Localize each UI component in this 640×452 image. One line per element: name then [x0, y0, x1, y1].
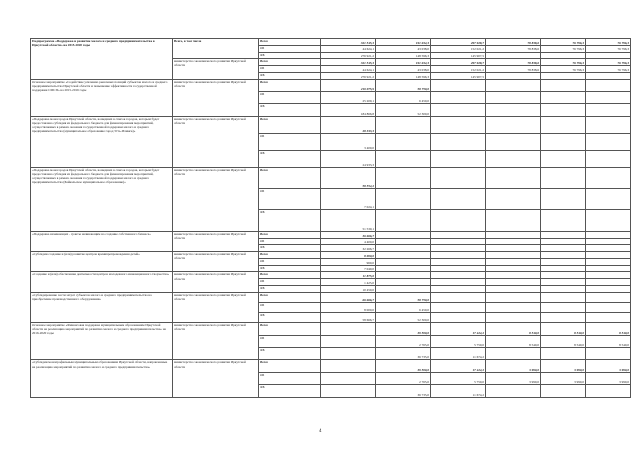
amount-cell: 3 990,0: [586, 360, 631, 372]
amount-cell: 321 545,3: [321, 59, 376, 66]
amount-cell: [541, 104, 586, 116]
amount-cell: [431, 286, 486, 293]
amount-cell: 25 209,1: [321, 92, 376, 104]
amount-cell: [541, 167, 586, 188]
executor-cell: министерство экономического развития Иркутской области: [173, 360, 259, 398]
funding-source-cell: ФБ: [259, 313, 321, 323]
amount-cell: 8 540,0: [541, 335, 586, 347]
amount-cell: [541, 133, 586, 150]
amount-cell: [541, 79, 586, 91]
amount-cell: [541, 150, 586, 167]
amount-cell: [321, 360, 376, 372]
funding-source-cell: Всего: [259, 252, 321, 259]
amount-cell: [376, 231, 431, 238]
amount-cell: 52 300,0: [376, 104, 431, 116]
amount-cell: 28 333,3: [321, 116, 376, 133]
amount-cell: [586, 245, 631, 252]
amount-cell: 76 796,3: [586, 45, 631, 52]
amount-cell: [376, 272, 431, 279]
amount-cell: 11 875,0: [321, 272, 376, 279]
amount-cell: 76 796,3: [541, 59, 586, 66]
amount-cell: 36 735,0: [376, 385, 431, 398]
amount-cell: [376, 245, 431, 252]
amount-cell: 17 424,2: [431, 360, 486, 372]
amount-cell: 960,0: [321, 258, 376, 265]
amount-cell: 11 674,2: [431, 385, 486, 398]
amount-cell: 184 866,8: [321, 104, 376, 116]
amount-cell: 8 540,0: [586, 323, 631, 335]
funding-source-cell: ФБ: [259, 72, 321, 79]
funding-source-cell: ОБ: [259, 258, 321, 265]
amount-cell: [376, 258, 431, 265]
amount-cell: 191 634,3: [376, 39, 431, 46]
executor-cell: министерство экономического развития Иркутской области: [173, 59, 259, 79]
amount-cell: 17 424,2: [431, 323, 486, 335]
executor-cell: министерство экономического развития Иркутской области: [173, 323, 259, 360]
amount-cell: 78 838,6: [486, 45, 541, 52]
activity-name-cell: Основное мероприятие «Финансовая поддержка муниципальным образованиям Иркутской области на реализацию мероприятий по развитию малого и среднего предпринимательства» на 2016-2020 годы: [31, 323, 173, 360]
amount-cell: [541, 116, 586, 133]
amount-cell: 51 530,1: [321, 210, 376, 231]
amount-cell: [586, 265, 631, 272]
amount-cell: [541, 385, 586, 398]
amount-cell: 8 540,0: [541, 323, 586, 335]
activity-name-cell: «Субсидирование части затрат субъектов малого и среднего предпринимательства на приобретение производственного оборудования»: [31, 292, 173, 322]
funding-source-cell: ОБ: [259, 372, 321, 384]
executor-cell: министерство экономического развития Иркутской области: [173, 272, 259, 292]
amount-cell: [431, 302, 486, 312]
amount-cell: 78 838,6: [486, 59, 541, 66]
funding-source-cell: ОБ: [259, 279, 321, 286]
funding-source-cell: Всего: [259, 323, 321, 335]
amount-cell: 3 990,0: [486, 360, 541, 372]
amount-cell: [486, 302, 541, 312]
activity-name-cell: «Субсидии монопрофильным муниципальным образованиям Иркутской области, направленные на реализацию мероприятий по развитию малого и среднего предпринимательства»: [31, 360, 173, 398]
activity-name-cell: «Создание и (или) обеспечение деятельности центров молодежного инновационного творчества»: [31, 272, 173, 292]
amount-cell: 39 500,0: [376, 323, 431, 335]
amount-cell: [586, 133, 631, 150]
activity-name-cell: «Субсидии создание и (или) развитие центров времяпрепровождения детей»: [31, 252, 173, 272]
amount-cell: 7 024,1: [321, 189, 376, 210]
amount-cell: 145 907,5: [431, 72, 486, 79]
activity-name-cell: «Поддержка моногородов Иркутской области, вошедших в список городов, которым будет предоставлена субсидия из федерального бюджета для финансирования мероприятий, осуществляемых в рамках оказания государственной поддержки малого и среднего предпринимательства (муниципальное образование город Усть-Илимск)»: [31, 116, 173, 167]
amount-cell: [486, 79, 541, 91]
amount-cell: [586, 279, 631, 286]
amount-cell: 3 990,0: [586, 372, 631, 384]
amount-cell: [376, 210, 431, 231]
table-row: [31, 292, 631, 302]
table-row: [31, 167, 631, 188]
amount-cell: [486, 313, 541, 323]
funding-source-cell: ОБ: [259, 238, 321, 245]
amount-cell: [431, 231, 486, 238]
amount-cell: [541, 238, 586, 245]
amount-cell: 66 666,7: [321, 292, 376, 302]
amount-cell: 145 907,5: [431, 52, 486, 59]
amount-cell: [541, 348, 586, 360]
amount-cell: 8 000,0: [321, 302, 376, 312]
amount-cell: [486, 258, 541, 265]
funding-source-cell: Всего: [259, 59, 321, 66]
amount-cell: [376, 265, 431, 272]
amount-cell: [486, 292, 541, 302]
amount-cell: [486, 72, 541, 79]
amount-cell: [431, 167, 486, 188]
amount-cell: [486, 252, 541, 259]
table-row: [31, 252, 631, 259]
activity-name-cell: «Поддержка начинающих - гранты начинающим на создание собственного бизнеса»: [31, 231, 173, 251]
amount-cell: [586, 104, 631, 116]
amount-cell: [541, 302, 586, 312]
amount-cell: 52 300,0: [376, 313, 431, 323]
table-row: [31, 39, 631, 46]
amount-cell: 76 796,3: [541, 45, 586, 52]
amount-cell: [376, 189, 431, 210]
amount-cell: [541, 272, 586, 279]
amount-cell: [586, 385, 631, 398]
amount-cell: [321, 323, 376, 335]
funding-source-cell: ОБ: [259, 335, 321, 347]
funding-source-cell: ФБ: [259, 104, 321, 116]
amount-cell: 297 928,7: [431, 59, 486, 66]
amount-cell: [431, 150, 486, 167]
executor-cell: министерство экономического развития Иркутской области: [173, 167, 259, 231]
funding-source-cell: ФБ: [259, 210, 321, 231]
amount-cell: [376, 116, 431, 133]
amount-cell: 76 796,3: [541, 39, 586, 46]
amount-cell: 58 554,2: [321, 167, 376, 188]
funding-source-cell: Всего: [259, 231, 321, 238]
amount-cell: [431, 252, 486, 259]
activity-name-cell: Основное мероприятие «Содействие усилению рыночных позиций субъектов малого и среднего предпринимательства Иркутской области и повышение эффективности государственной поддержки СМСП» на 2015-2016 годы: [31, 79, 173, 116]
amount-cell: [321, 335, 376, 347]
funding-source-cell: ОБ: [259, 133, 321, 150]
amount-cell: 8 540,0: [486, 323, 541, 335]
activity-name-cell: Подпрограмма «Поддержка и развитие малого и среднего предпринимательства в Иркутской области» на 2015-2020 годы: [31, 39, 173, 80]
amount-cell: 191 634,3: [376, 59, 431, 66]
funding-source-cell: Всего: [259, 39, 321, 46]
amount-cell: 58 666,7: [321, 313, 376, 323]
amount-cell: 148 596,3: [376, 72, 431, 79]
amount-cell: [431, 265, 486, 272]
amount-cell: [541, 210, 586, 231]
executor-cell: Всего, в том числе: [173, 39, 259, 59]
amount-cell: 3 400,0: [321, 133, 376, 150]
amount-cell: [586, 231, 631, 238]
amount-cell: [541, 286, 586, 293]
amount-cell: 5 750,0: [431, 372, 486, 384]
amount-cell: [486, 92, 541, 104]
funding-source-cell: ФБ: [259, 286, 321, 293]
amount-cell: 3 990,0: [541, 372, 586, 384]
amount-cell: [586, 348, 631, 360]
amount-cell: [586, 286, 631, 293]
funding-source-cell: Всего: [259, 79, 321, 91]
amount-cell: [586, 238, 631, 245]
amount-cell: [486, 133, 541, 150]
funding-source-cell: ФБ: [259, 348, 321, 360]
table-row: [31, 323, 631, 335]
amount-cell: [541, 245, 586, 252]
amount-cell: 76 796,3: [586, 66, 631, 73]
amount-cell: 6 450,0: [376, 302, 431, 312]
amount-cell: 36 735,0: [376, 348, 431, 360]
amount-cell: 78 838,6: [486, 66, 541, 73]
amount-cell: 11 674,2: [431, 348, 486, 360]
amount-cell: [541, 189, 586, 210]
amount-cell: [541, 231, 586, 238]
activity-name-cell: «Поддержка моногородов Иркутской области, вошедших в список городов, которым будет предоставлена субсидия из федерального бюджета для финансирования мероприятий, осуществляемых в рамках оказания государственной поддержки малого и среднего предпринимательства (Байкальское муниципальное образование)»: [31, 167, 173, 231]
amount-cell: [486, 231, 541, 238]
table-row: [31, 272, 631, 279]
amount-cell: [321, 385, 376, 398]
amount-cell: [376, 133, 431, 150]
amount-cell: [486, 272, 541, 279]
amount-cell: 44 624,1: [321, 45, 376, 52]
amount-cell: 2 765,0: [376, 335, 431, 347]
amount-cell: [431, 238, 486, 245]
executor-cell: министерство экономического развития Иркутской области: [173, 116, 259, 167]
amount-cell: 8 540,0: [586, 335, 631, 347]
executor-cell: министерство экономического развития Иркутской области: [173, 252, 259, 272]
funding-source-cell: ОБ: [259, 302, 321, 312]
amount-cell: 3 990,0: [541, 360, 586, 372]
amount-cell: [541, 72, 586, 79]
amount-cell: [321, 372, 376, 384]
amount-cell: 2 765,0: [376, 372, 431, 384]
amount-cell: [586, 167, 631, 188]
amount-cell: 78 838,6: [486, 39, 541, 46]
table-row: [31, 360, 631, 372]
amount-cell: 6 450,0: [376, 92, 431, 104]
table-row: [31, 231, 631, 238]
amount-cell: [586, 252, 631, 259]
amount-cell: [586, 302, 631, 312]
executor-cell: министерство экономического развития Иркутской области: [173, 292, 259, 322]
amount-cell: [486, 189, 541, 210]
amount-cell: [586, 292, 631, 302]
amount-cell: [431, 189, 486, 210]
amount-cell: [586, 272, 631, 279]
amount-cell: [586, 313, 631, 323]
funding-source-cell: ФБ: [259, 52, 321, 59]
amount-cell: [586, 210, 631, 231]
amount-cell: [431, 272, 486, 279]
amount-cell: 276 921,2: [321, 52, 376, 59]
amount-cell: [541, 258, 586, 265]
amount-cell: [541, 313, 586, 323]
amount-cell: [376, 286, 431, 293]
amount-cell: 276 921,2: [321, 72, 376, 79]
executor-cell: министерство экономического развития Иркутской области: [173, 231, 259, 251]
amount-cell: 76 796,3: [541, 66, 586, 73]
amount-cell: [376, 167, 431, 188]
amount-cell: 58 750,0: [376, 292, 431, 302]
funding-source-cell: ФБ: [259, 245, 321, 252]
amount-cell: 8 000,0: [321, 252, 376, 259]
amount-cell: 7 040,0: [321, 265, 376, 272]
amount-cell: [541, 265, 586, 272]
amount-cell: [586, 150, 631, 167]
amount-cell: [431, 313, 486, 323]
amount-cell: [541, 92, 586, 104]
amount-cell: [376, 279, 431, 286]
funding-source-cell: ОБ: [259, 66, 321, 73]
funding-source-cell: Всего: [259, 292, 321, 302]
executor-cell: министерство экономического развития Иркутской области: [173, 79, 259, 116]
amount-cell: [486, 245, 541, 252]
amount-cell: 8 540,0: [486, 335, 541, 347]
amount-cell: 76 796,3: [586, 39, 631, 46]
funding-source-cell: Всего: [259, 116, 321, 133]
amount-cell: 76 796,3: [586, 59, 631, 66]
amount-cell: [376, 150, 431, 167]
funding-source-cell: ОБ: [259, 45, 321, 52]
amount-cell: [586, 92, 631, 104]
amount-cell: [376, 252, 431, 259]
amount-cell: 3 990,0: [486, 372, 541, 384]
amount-cell: 1 425,0: [321, 279, 376, 286]
amount-cell: 58 750,0: [376, 79, 431, 91]
amount-cell: 10 450,0: [321, 286, 376, 293]
amount-cell: 44 624,1: [321, 66, 376, 73]
amount-cell: [586, 116, 631, 133]
page-number: 4: [319, 429, 322, 434]
amount-cell: [321, 348, 376, 360]
amount-cell: [586, 258, 631, 265]
amount-cell: [431, 210, 486, 231]
amount-cell: [486, 265, 541, 272]
amount-cell: 43 038,0: [376, 66, 431, 73]
amount-cell: [486, 348, 541, 360]
funding-source-cell: ОБ: [259, 189, 321, 210]
amount-cell: 5 750,0: [431, 335, 486, 347]
amount-cell: [486, 238, 541, 245]
amount-cell: 210 075,9: [321, 79, 376, 91]
amount-cell: [586, 52, 631, 59]
amount-cell: [541, 52, 586, 59]
amount-cell: 43 038,0: [376, 45, 431, 52]
funding-source-cell: ФБ: [259, 265, 321, 272]
table-row: [31, 79, 631, 91]
amount-cell: [586, 189, 631, 210]
funding-source-cell: ФБ: [259, 150, 321, 167]
table-row: [31, 116, 631, 133]
amount-cell: [486, 116, 541, 133]
amount-cell: [541, 292, 586, 302]
amount-cell: [541, 279, 586, 286]
amount-cell: 24 933,3: [321, 150, 376, 167]
funding-source-cell: Всего: [259, 167, 321, 188]
amount-cell: [486, 150, 541, 167]
amount-cell: 297 928,7: [431, 39, 486, 46]
amount-cell: [486, 210, 541, 231]
funding-source-cell: Всего: [259, 272, 321, 279]
amount-cell: [431, 292, 486, 302]
funding-source-cell: ОБ: [259, 92, 321, 104]
amount-cell: [541, 252, 586, 259]
amount-cell: [431, 279, 486, 286]
amount-cell: 39 500,0: [376, 360, 431, 372]
amount-cell: [376, 238, 431, 245]
amount-cell: 152 021,2: [431, 66, 486, 73]
amount-cell: 148 596,3: [376, 52, 431, 59]
amount-cell: 4 400,0: [321, 238, 376, 245]
amount-cell: [486, 52, 541, 59]
amount-cell: 32 266,7: [321, 245, 376, 252]
amount-cell: [431, 116, 486, 133]
funding-source-cell: ФБ: [259, 385, 321, 398]
amount-cell: [486, 104, 541, 116]
amount-cell: [431, 245, 486, 252]
amount-cell: [431, 258, 486, 265]
amount-cell: [431, 104, 486, 116]
amount-cell: 321 545,3: [321, 39, 376, 46]
funding-source-cell: Всего: [259, 360, 321, 372]
amount-cell: [586, 72, 631, 79]
amount-cell: [486, 385, 541, 398]
budget-table: [30, 38, 631, 398]
amount-cell: [431, 79, 486, 91]
amount-cell: [486, 167, 541, 188]
amount-cell: [586, 79, 631, 91]
amount-cell: [486, 279, 541, 286]
amount-cell: [431, 133, 486, 150]
amount-cell: [486, 286, 541, 293]
amount-cell: 36 666,7: [321, 231, 376, 238]
amount-cell: [431, 92, 486, 104]
amount-cell: 152 021,2: [431, 45, 486, 52]
